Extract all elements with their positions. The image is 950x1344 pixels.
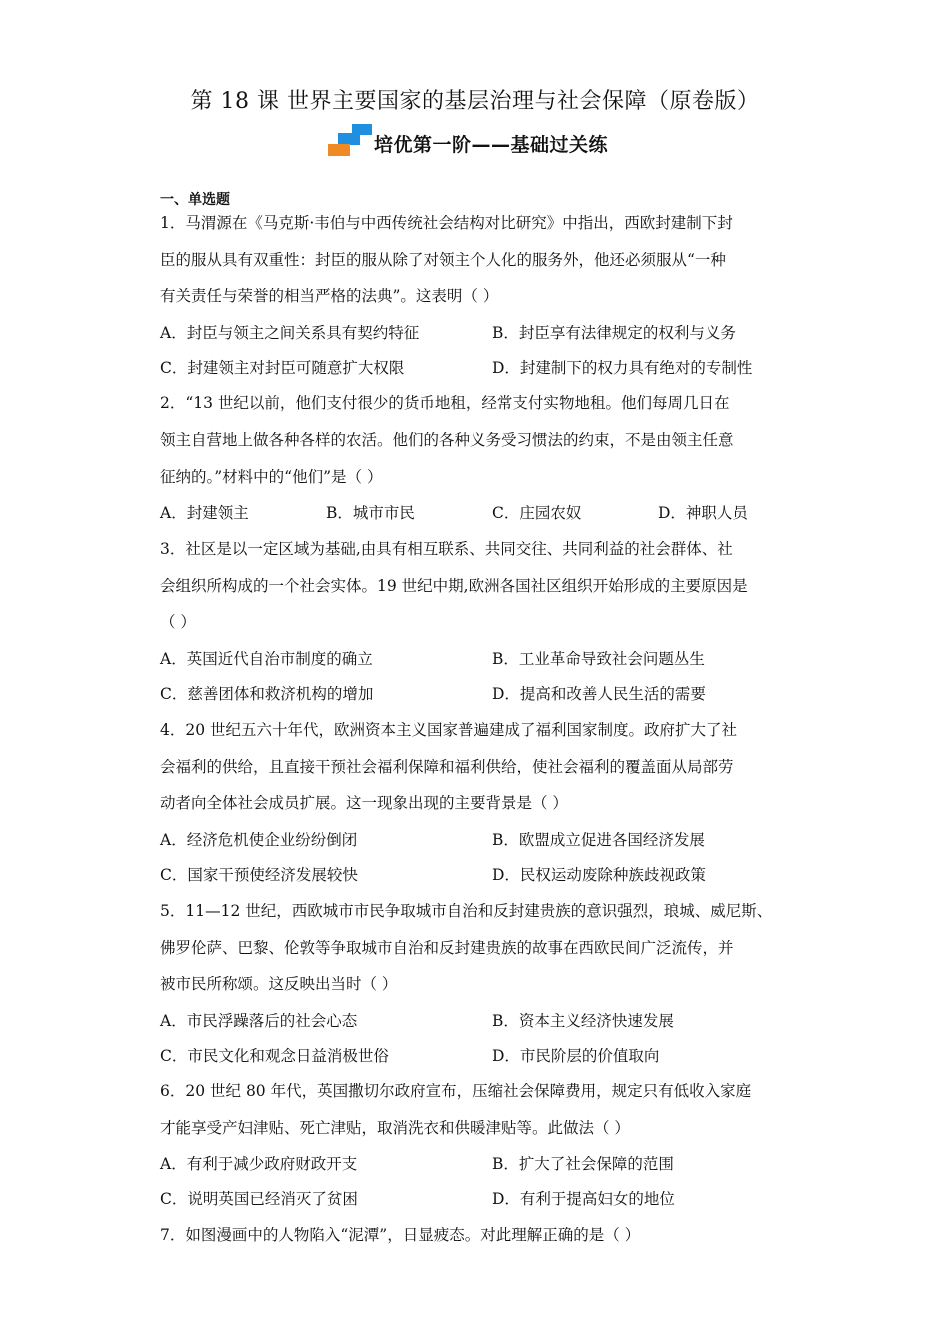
question-6-option-c: C．说明英国已经消灭了贫困 — [160, 1190, 358, 1208]
question-2-line-1: 2．“13 世纪以前，他们支付很少的货币地租，经常支付实物地租。他们每周几日在 — [160, 394, 730, 412]
question-3-line-1: 3．社区是以一定区域为基础,由具有相互联系、共同交往、共同利益的社会群体、社 — [160, 540, 733, 558]
question-2-option-a: A．封建领主 — [160, 504, 249, 522]
steps-logo-icon — [328, 124, 372, 158]
question-5-option-c: C．市民文化和观念日益消极世俗 — [160, 1047, 389, 1065]
question-4-line-2: 会福利的供给，且直接干预社会福利保障和福利供给，使社会福利的覆盖面从局部劳 — [160, 758, 734, 776]
question-1-option-b: B．封臣享有法律规定的权利与义务 — [492, 324, 736, 342]
question-3-option-b: B．工业革命导致社会问题丛生 — [492, 650, 705, 668]
question-3-option-d: D．提高和改善人民生活的需要 — [492, 685, 706, 703]
question-2-line-2: 领主自营地上做各种各样的农活。他们的各种义务受习惯法的约束，不是由领主任意 — [160, 431, 734, 449]
question-6-option-a: A．有利于减少政府财政开支 — [160, 1155, 358, 1173]
question-1-line-2: 臣的服从具有双重性：封臣的服从除了对领主个人化的服务外，他还必须服从“一种 — [160, 251, 726, 269]
question-5-option-d: D．市民阶层的价值取向 — [492, 1047, 660, 1065]
question-1-option-c: C．封建领主对封臣可随意扩大权限 — [160, 359, 405, 377]
level-subtitle: 培优第一阶——基础过关练 — [374, 134, 609, 156]
document-title: 第 18 课 世界主要国家的基层治理与社会保障（原卷版） — [190, 89, 760, 114]
question-2-line-3: 征纳的。”材料中的“他们”是（ ） — [160, 468, 383, 486]
section-heading: 一、单选题 — [160, 192, 230, 208]
question-7-line-1: 7．如图漫画中的人物陷入“泥潭”，日显疲态。对此理解正确的是（ ） — [160, 1226, 641, 1244]
question-3-line-3: （ ） — [160, 613, 196, 631]
question-5-line-3: 被市民所称颂。这反映出当时（ ） — [160, 975, 398, 993]
question-4-line-3: 动者向全体社会成员扩展。这一现象出现的主要背景是（ ） — [160, 794, 568, 812]
question-5-line-2: 佛罗伦萨、巴黎、伦敦等争取城市自治和反封建贵族的故事在西欧民间广泛流传，并 — [160, 939, 734, 957]
question-1-option-a: A．封臣与领主之间关系具有契约特征 — [160, 324, 420, 342]
question-4-option-b: B．欧盟成立促进各国经济发展 — [492, 831, 705, 849]
question-6-option-d: D．有利于提高妇女的地位 — [492, 1190, 675, 1208]
question-6-line-1: 6．20 世纪 80 年代，英国撒切尔政府宣布，压缩社会保障费用，规定只有低收入家庭 — [160, 1082, 752, 1100]
question-3-option-a: A．英国近代自治市制度的确立 — [160, 650, 373, 668]
question-2-option-c: C．庄园农奴 — [492, 504, 582, 522]
question-6-line-2: 才能享受产妇津贴、死亡津贴，取消洗衣和供暖津贴等。此做法（ ） — [160, 1119, 630, 1137]
question-1-option-d: D．封建制下的权力具有绝对的专制性 — [492, 359, 753, 377]
question-5-option-b: B．资本主义经济快速发展 — [492, 1012, 674, 1030]
question-3-option-c: C．慈善团体和救济机构的增加 — [160, 685, 374, 703]
question-2-option-d: D．神职人员 — [658, 504, 748, 522]
question-4-option-a: A．经济危机使企业纷纷倒闭 — [160, 831, 358, 849]
question-1-line-3: 有关责任与荣誉的相当严格的法典”。这表明（ ） — [160, 287, 499, 305]
question-5-option-a: A．市民浮躁落后的社会心态 — [160, 1012, 358, 1030]
question-2-option-b: B．城市市民 — [326, 504, 415, 522]
question-4-option-d: D．民权运动废除种族歧视政策 — [492, 866, 706, 884]
question-4-line-1: 4．20 世纪五六十年代，欧洲资本主义国家普遍建成了福利国家制度。政府扩大了社 — [160, 721, 738, 739]
question-6-option-b: B．扩大了社会保障的范围 — [492, 1155, 674, 1173]
question-5-line-1: 5．11—12 世纪，西欧城市市民争取城市自治和反封建贵族的意识强烈，琅城、威尼斯、 — [160, 902, 773, 920]
question-4-option-c: C．国家干预使经济发展较快 — [160, 866, 358, 884]
subtitle-block — [328, 122, 688, 162]
question-1-line-1: 1．马渭源在《马克斯·韦伯与中西传统社会结构对比研究》中指出，西欧封建制下封 — [160, 214, 733, 232]
question-3-line-2: 会组织所构成的一个社会实体。19 世纪中期,欧洲各国社区组织开始形成的主要原因是 — [160, 577, 748, 595]
